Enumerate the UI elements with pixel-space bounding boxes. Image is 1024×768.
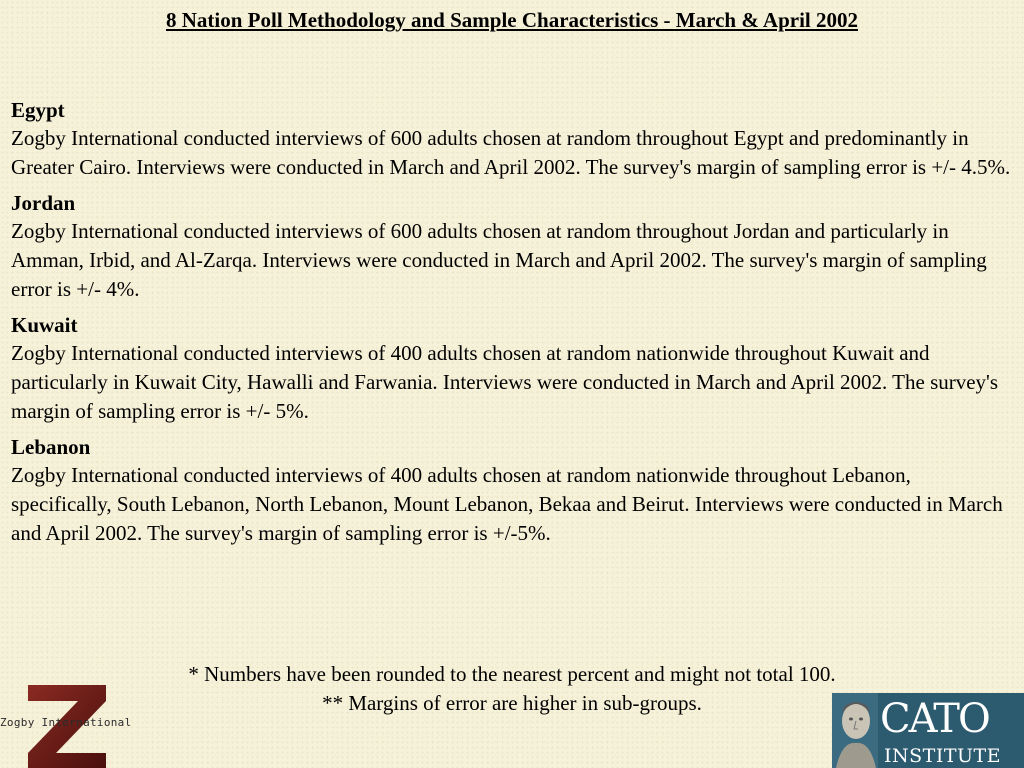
section-text: Zogby International conducted interviews of 600 adults chosen at random throughout Egypt and predominantly in Greater Cairo. Interviews were conducted in March and April 2002. The survey's margin of sampling error is +/- 4.5%. — [11, 126, 1011, 179]
section-kuwait — [11, 311, 1011, 426]
cato-logo-subtitle: INSTITUTE — [884, 745, 1002, 767]
cato-logo-word: CATO — [880, 696, 989, 742]
page-title: 8 Nation Poll Methodology and Sample Characteristics - March & April 2002 — [166, 8, 858, 32]
section-text: Zogby International conducted interviews of 400 adults chosen at random nationwide throughout Lebanon, specifically, South Lebanon, North Lebanon, Mount Lebanon, Bekaa and Beirut. Interviews were conducted in March and April 2002. The survey's margin of sampling error is +/-5%. — [11, 463, 1003, 545]
section-heading: Lebanon — [11, 435, 91, 459]
section-text: Zogby International conducted interviews of 600 adults chosen at random throughout Jordan and particularly in Amman, Irbid, and Al-Zarqa. Interviews were conducted in March and April 2002. The survey's margin of sampling error is +/- 4%. — [11, 219, 987, 301]
footnote-rounding: * Numbers have been rounded to the nearest percent and might not total 100. — [188, 662, 836, 686]
footnote-margins: ** Margins of error are higher in sub-groups. — [322, 691, 702, 715]
section-heading: Jordan — [11, 191, 76, 215]
cato-logo — [832, 693, 1024, 768]
section-lebanon — [11, 433, 1011, 548]
zogby-logo-text: Zogby International — [0, 716, 132, 729]
section-heading: Egypt — [11, 98, 65, 122]
zogby-logo — [0, 683, 140, 768]
section-text: Zogby International conducted interviews of 400 adults chosen at random nationwide throughout Kuwait and particularly in Kuwait City, Hawalli and Farwania. Interviews were conducted in March and April 2002. The survey's margin of sampling error is +/- 5%. — [11, 341, 999, 423]
section-heading: Kuwait — [11, 313, 78, 337]
section-jordan — [11, 189, 1011, 304]
cato-portrait-icon — [832, 693, 878, 768]
methodology-sections — [11, 96, 1011, 555]
section-egypt — [11, 96, 1011, 182]
